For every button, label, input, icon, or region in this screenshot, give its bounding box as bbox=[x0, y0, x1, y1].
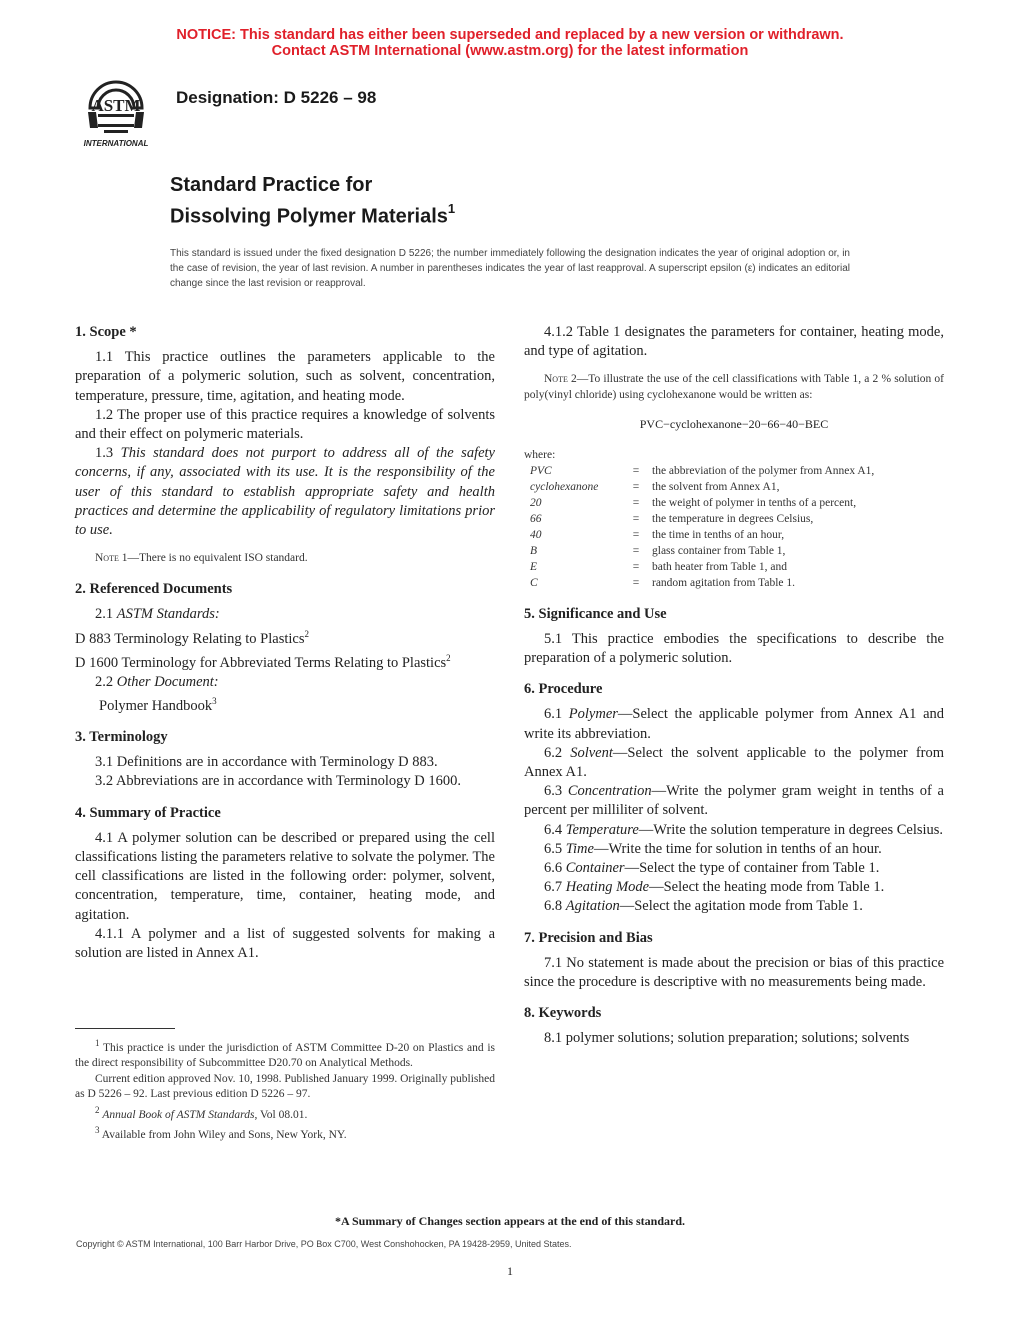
procedure-number: 6.1 bbox=[544, 706, 569, 723]
section-1-heading: 1. Scope * bbox=[75, 324, 137, 340]
reference-d1600-sup: 2 bbox=[446, 652, 451, 663]
footnote-1b: Current edition approved Nov. 10, 1998. Published January 1999. Originally published as D 5226 – 92. Last previous edition D 5226 – 97. bbox=[75, 1072, 495, 1101]
reference-d1600 bbox=[75, 649, 495, 673]
where-definition: the weight of polymer in tenths of a percent, bbox=[652, 496, 857, 509]
para-1-3-num: 1.3 bbox=[95, 445, 121, 462]
procedure-item bbox=[524, 744, 944, 782]
title-footnote-ref: 1 bbox=[447, 201, 456, 216]
reference-d883 bbox=[75, 625, 495, 649]
para-2-1-text: ASTM Standards: bbox=[116, 606, 220, 623]
where-term: cyclohexanone bbox=[530, 480, 599, 493]
issued-note: This standard is issued under the fixed designation D 5226; the number immediately following the designation indicates the year of original adoption or, in the case of revision, the year of last revision. A number in parentheses indicates the year of last reapproval. A superscript epsilon (ε) indicates an editorial change since the last revision or reapproval. bbox=[170, 248, 850, 289]
page-number: 1 bbox=[507, 1264, 513, 1278]
document-title bbox=[170, 173, 455, 230]
copyright: Copyright © ASTM International, 100 Barr Harbor Drive, PO Box C700, West Conshohocken, PA 19428-2959, United States. bbox=[76, 1239, 572, 1249]
where-equals: = bbox=[632, 544, 640, 557]
section-5-heading: 5. Significance and Use bbox=[524, 605, 667, 622]
astm-logo bbox=[68, 78, 164, 150]
procedure-text: —Write the time for solution in tenths of an hour. bbox=[593, 840, 882, 857]
footnote-3-text: Available from John Wiley and Sons, New York, NY. bbox=[99, 1128, 347, 1141]
procedure-text: —Select the applicable polymer from Annex A1 and write its abbreviation. bbox=[524, 706, 945, 742]
where-equals: = bbox=[632, 480, 640, 493]
where-term: C bbox=[530, 576, 538, 589]
where-definition: bath heater from Table 1, and bbox=[652, 560, 788, 573]
procedure-item bbox=[524, 821, 944, 840]
where-definition: glass container from Table 1, bbox=[652, 544, 786, 557]
withdrawn-notice bbox=[0, 27, 1020, 59]
procedure-term: Temperature bbox=[565, 821, 639, 838]
reference-polymer-handbook-text: Polymer Handbook bbox=[99, 697, 213, 714]
para-4-1-2: 4.1.2 Table 1 designates the parameters for container, heating mode, and type of agitation. bbox=[524, 324, 944, 360]
procedure-term: Solvent bbox=[570, 744, 613, 761]
title-main: Dissolving Polymer Materials bbox=[170, 205, 448, 228]
para-2-1-num: 2.1 bbox=[95, 606, 117, 623]
where-equals: = bbox=[632, 560, 640, 573]
where-equals: = bbox=[632, 512, 640, 525]
procedure-item bbox=[524, 897, 944, 916]
footnote-rule bbox=[75, 1028, 175, 1029]
footnote-1 bbox=[75, 1036, 495, 1072]
where-row bbox=[524, 559, 874, 575]
para-4-1-1: 4.1.1 A polymer and a list of suggested solvents for making a solution are listed in Annex A1. bbox=[75, 925, 495, 961]
footnote-2-tail: , Vol 08.01. bbox=[254, 1108, 308, 1121]
para-2-2-num: 2.2 bbox=[95, 673, 117, 690]
reference-polymer-handbook bbox=[75, 692, 495, 716]
procedure-number: 6.2 bbox=[544, 744, 571, 761]
right-column bbox=[524, 323, 944, 1049]
where-label: where: bbox=[524, 448, 556, 461]
svg-text:INTERNATIONAL: INTERNATIONAL bbox=[83, 139, 149, 148]
reference-polymer-handbook-sup: 3 bbox=[212, 695, 217, 706]
reference-d883-text: D 883 Terminology Relating to Plastics bbox=[75, 630, 305, 647]
where-term: E bbox=[530, 560, 538, 573]
section-6-heading: 6. Procedure bbox=[524, 681, 603, 698]
procedure-item bbox=[524, 859, 944, 878]
note-2-label: Note 2 bbox=[544, 373, 577, 386]
para-7-1: 7.1 No statement is made about the precision or bias of this practice since the procedure is descriptive with no measurements being made. bbox=[524, 954, 944, 991]
where-row bbox=[524, 511, 874, 527]
where-definition: random agitation from Table 1. bbox=[652, 576, 796, 589]
where-term: PVC bbox=[530, 464, 552, 477]
svg-text:ASTM: ASTM bbox=[91, 96, 141, 115]
note-1-label: Note 1 bbox=[95, 552, 128, 565]
section-8-heading: 8. Keywords bbox=[524, 1005, 602, 1022]
footnote-2-title: Annual Book of ASTM Standards bbox=[102, 1108, 255, 1121]
procedure-number: 6.3 bbox=[544, 783, 568, 800]
procedure-item bbox=[524, 782, 944, 820]
footnotes bbox=[75, 1036, 495, 1143]
where-term: 40 bbox=[530, 528, 542, 541]
procedure-item bbox=[524, 878, 944, 897]
footnote-1-text: This practice is under the jurisdiction of ASTM Committee D-20 on Plastics and is the direct responsibility of Subcommittee D20.70 on Analytical Methods. bbox=[75, 1041, 495, 1070]
procedure-term: Polymer bbox=[568, 706, 618, 723]
where-definition: the solvent from Annex A1, bbox=[652, 480, 780, 493]
where-row bbox=[524, 543, 874, 559]
formula: PVC−cyclohexanone−20−66−40−BEC bbox=[639, 417, 829, 432]
para-2-2 bbox=[75, 673, 495, 692]
footnote-3 bbox=[75, 1123, 495, 1143]
note-2 bbox=[524, 371, 944, 403]
section-7-heading: 7. Precision and Bias bbox=[524, 929, 653, 946]
where-row bbox=[524, 463, 874, 479]
note-2-text: —To illustrate the use of the cell classifications with Table 1, a 2 % solution of poly(vinyl chloride) using cyclohexanone would be written as: bbox=[524, 373, 945, 402]
title-line-1: Standard Practice for bbox=[170, 174, 373, 196]
footnote-1-sup: 1 bbox=[95, 1038, 100, 1048]
procedure-list bbox=[524, 705, 944, 916]
note-1 bbox=[75, 550, 495, 566]
footnote-2-sup: 2 bbox=[95, 1104, 100, 1115]
procedure-number: 6.5 bbox=[544, 840, 566, 857]
procedure-term: Agitation bbox=[565, 898, 620, 915]
para-1-1: 1.1 This practice outlines the parameters applicable to the preparation of a polymeric solution, such as solvent, concentration, temperature, pressure, time, agitation, and heating mode. bbox=[75, 349, 495, 404]
reference-d883-sup: 2 bbox=[304, 628, 309, 639]
reference-d1600-text: D 1600 Terminology for Abbreviated Terms Relating to Plastics bbox=[75, 654, 447, 671]
procedure-term: Container bbox=[565, 860, 625, 877]
where-definition: the temperature in degrees Celsius, bbox=[652, 512, 814, 525]
section-4-heading: 4. Summary of Practice bbox=[75, 804, 221, 821]
procedure-text: —Select the type of container from Table 1. bbox=[624, 860, 880, 877]
where-definition: the time in tenths of an hour, bbox=[652, 528, 785, 541]
footnote-2 bbox=[75, 1103, 495, 1123]
procedure-text: —Write the solution temperature in degrees Celsius. bbox=[638, 821, 944, 838]
title-line-2 bbox=[170, 198, 455, 230]
para-2-2-text: Other Document: bbox=[116, 673, 219, 690]
section-3-heading: 3. Terminology bbox=[75, 728, 168, 745]
para-1-3 bbox=[75, 444, 495, 540]
procedure-item bbox=[524, 705, 944, 743]
where-equals: = bbox=[632, 576, 640, 589]
where-table bbox=[524, 463, 874, 591]
summary-of-changes-note: *A Summary of Changes section appears at the end of this standard. bbox=[334, 1214, 686, 1228]
where-term: 20 bbox=[530, 496, 542, 509]
procedure-text: —Write the polymer gram weight in tenths of a percent per milliliter of solvent. bbox=[524, 783, 944, 819]
procedure-number: 6.4 bbox=[544, 821, 566, 838]
where-equals: = bbox=[632, 464, 640, 477]
where-row bbox=[524, 575, 874, 591]
para-1-3-text: This standard does not purport to address all of the safety concerns, if any, associated with its use. It is the responsibility of the user of this standard to establish appropriate safety and health practices and determine the applicability of regulatory limitations prior to use. bbox=[75, 445, 495, 539]
notice-line-2: Contact ASTM International (www.astm.org) for the latest information bbox=[271, 43, 749, 59]
procedure-text: —Select the solvent applicable to the polymer from Annex A1. bbox=[524, 744, 945, 781]
para-4-1: 4.1 A polymer solution can be described or prepared using the cell classifications listing the parameters relative to solvate the polymer. The cell classifications are listed in the following order: polymer, solvent, concentration, temperature, time, container, heating mode, and agitation. bbox=[75, 829, 495, 923]
section-2-heading: 2. Referenced Documents bbox=[75, 581, 233, 598]
procedure-number: 6.8 bbox=[544, 898, 566, 915]
procedure-term: Concentration bbox=[567, 783, 652, 800]
procedure-number: 6.6 bbox=[544, 860, 566, 877]
note-1-text: —There is no equivalent ISO standard. bbox=[127, 552, 308, 565]
where-equals: = bbox=[632, 496, 640, 509]
para-8-1: 8.1 polymer solutions; solution preparation; solutions; solvents bbox=[544, 1030, 910, 1047]
para-5-1: 5.1 This practice embodies the specifications to describe the preparation of a polymeric solution. bbox=[524, 630, 944, 667]
left-column bbox=[75, 323, 495, 963]
designation: Designation: D 5226 – 98 bbox=[176, 88, 377, 107]
procedure-text: —Select the agitation mode from Table 1. bbox=[619, 898, 863, 915]
where-row bbox=[524, 527, 874, 543]
para-3-2: 3.2 Abbreviations are in accordance with Terminology D 1600. bbox=[95, 773, 461, 790]
notice-line-1: NOTICE: This standard has either been superseded and replaced by a new version or withdrawn. bbox=[176, 27, 844, 43]
procedure-number: 6.7 bbox=[544, 879, 566, 896]
para-1-2: 1.2 The proper use of this practice requires a knowledge of solvents and their effect on polymeric materials. bbox=[75, 406, 495, 443]
procedure-text: —Select the heating mode from Table 1. bbox=[649, 879, 885, 896]
where-row bbox=[524, 479, 874, 495]
procedure-item bbox=[524, 840, 944, 859]
where-row bbox=[524, 495, 874, 511]
para-3-1: 3.1 Definitions are in accordance with Terminology D 883. bbox=[95, 754, 438, 771]
footnote-3-sup: 3 bbox=[95, 1125, 100, 1136]
where-term: B bbox=[530, 544, 538, 557]
procedure-term: Time bbox=[565, 840, 594, 857]
where-term: 66 bbox=[530, 512, 542, 525]
where-equals: = bbox=[632, 528, 640, 541]
para-2-1 bbox=[75, 605, 495, 624]
where-definition: the abbreviation of the polymer from Annex A1, bbox=[652, 464, 875, 477]
procedure-term: Heating Mode bbox=[565, 879, 650, 896]
